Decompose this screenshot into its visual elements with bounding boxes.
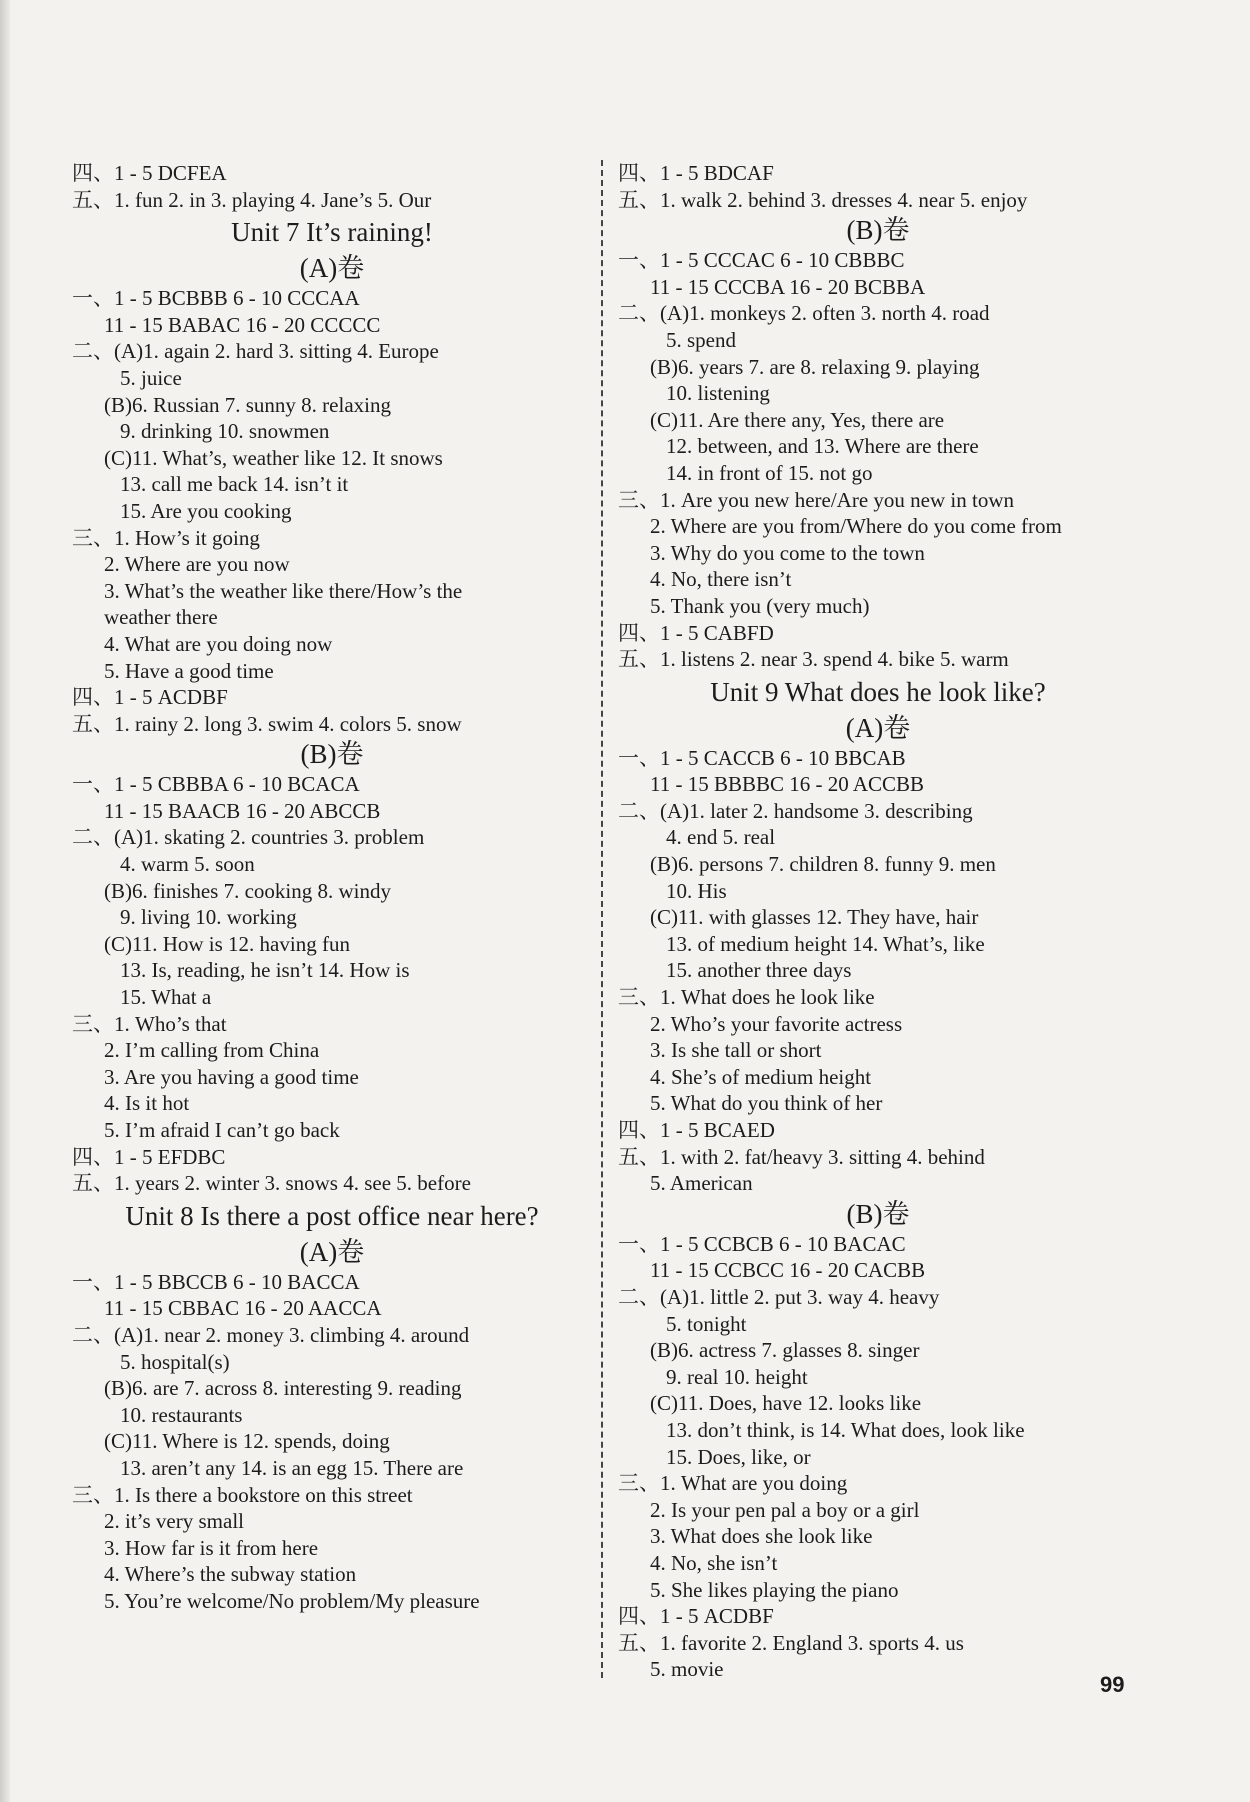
paper-subheading: (B)卷 <box>300 739 364 770</box>
paper-subheading: (A)卷 <box>299 1236 365 1267</box>
answer-line: 2. Who’s your favorite actress <box>650 1011 903 1036</box>
answer-line: 三、1. How’s it going <box>72 525 260 550</box>
answer-line: 四、1 - 5 CABFD <box>618 620 774 645</box>
answer-line: weather there <box>104 605 218 630</box>
answer-line: 五、1. walk 2. behind 3. dresses 4. near 5. enjoy <box>618 187 1028 212</box>
answer-line: 一、1 - 5 CBBBA 6 - 10 BCACA <box>72 772 360 797</box>
answer-line: 二、(A)1. monkeys 2. often 3. north 4. road <box>618 301 990 326</box>
answer-line: 4. Is it hot <box>104 1091 190 1116</box>
answer-line: 5. Have a good time <box>104 658 274 683</box>
answer-line: 4. No, she isn’t <box>650 1550 778 1575</box>
answer-line: (B)6. persons 7. children 8. funny 9. men <box>650 852 996 877</box>
answer-line: 11 - 15 BAACB 16 - 20 ABCCB <box>104 798 381 823</box>
answer-line: 五、1. years 2. winter 3. snows 4. see 5. before <box>72 1171 471 1196</box>
answer-line: 13. don’t think, is 14. What does, look like <box>666 1417 1025 1442</box>
answer-line: 三、1. Are you new here/Are you new in town <box>618 487 1014 512</box>
answer-line: (C)11. Does, have 12. looks like <box>650 1391 922 1416</box>
answer-line: 4. She’s of medium height <box>650 1064 872 1089</box>
paper-subheading: (A)卷 <box>299 253 365 284</box>
answer-line: 5. juice <box>120 365 182 390</box>
answer-line: 5. I’m afraid I can’t go back <box>104 1118 340 1142</box>
answer-line: 2. Where are you from/Where do you come from <box>650 514 1062 539</box>
answer-line: (B)6. years 7. are 8. relaxing 9. playing <box>650 354 980 379</box>
answer-line: 11 - 15 CCCBA 16 - 20 BCBBA <box>650 274 926 299</box>
answer-line: 5. American <box>650 1171 753 1196</box>
answer-line: (B)6. finishes 7. cooking 8. windy <box>104 878 391 903</box>
answer-line: 3. Is she tall or short <box>650 1038 822 1063</box>
answer-line: 12. between, and 13. Where are there <box>666 434 979 459</box>
answer-line: 三、1. Who’s that <box>72 1011 227 1036</box>
answer-line: (C)11. with glasses 12. They have, hair <box>650 905 979 930</box>
answer-line: 四、1 - 5 BCAED <box>618 1118 775 1142</box>
answer-line: 11 - 15 BBBBC 16 - 20 ACCBB <box>650 772 925 797</box>
answer-line: 四、1 - 5 ACDBF <box>72 685 228 710</box>
paper-subheading: (B)卷 <box>846 215 910 246</box>
answer-line: 四、1 - 5 BDCAF <box>618 161 774 185</box>
answer-line: 五、1. with 2. fat/heavy 3. sitting 4. behind <box>618 1144 985 1169</box>
answer-line: 13. call me back 14. isn’t it <box>120 472 349 497</box>
answer-line: 10. listening <box>666 381 770 406</box>
answer-line: 二、(A)1. later 2. handsome 3. describing <box>618 798 973 823</box>
answer-line: 3. Why do you come to the town <box>650 540 925 565</box>
answer-line: 10. restaurants <box>120 1402 243 1427</box>
answer-line: 4. Where’s the subway station <box>104 1562 357 1587</box>
answer-line: 11 - 15 BABAC 16 - 20 CCCCC <box>104 312 381 337</box>
answer-line: 四、1 - 5 EFDBC <box>72 1144 226 1169</box>
paper-subheading: (A)卷 <box>845 712 911 743</box>
answer-line: 9. drinking 10. snowmen <box>120 419 330 444</box>
answer-line: 四、1 - 5 ACDBF <box>618 1604 774 1629</box>
answer-line: 三、1. Is there a bookstore on this street <box>72 1482 413 1507</box>
answer-line: 5. hospital(s) <box>120 1349 230 1374</box>
answer-line: 2. I’m calling from China <box>104 1038 320 1063</box>
answer-line: (C)11. How is 12. having fun <box>104 931 350 956</box>
paper-subheading: (B)卷 <box>846 1198 910 1229</box>
answer-line: 9. living 10. working <box>120 905 297 930</box>
unit-heading: Unit 7 It’s raining! <box>231 217 433 248</box>
answer-line: 二、(A)1. near 2. money 3. climbing 4. around <box>72 1322 470 1347</box>
answer-line: (B)6. actress 7. glasses 8. singer <box>650 1338 920 1363</box>
answer-line: 4. What are you doing now <box>104 631 333 656</box>
answer-line: (B)6. Russian 7. sunny 8. relaxing <box>104 392 391 417</box>
answer-line: (C)11. Where is 12. spends, doing <box>104 1429 390 1454</box>
answer-line: 一、1 - 5 BCBBB 6 - 10 CCCAA <box>72 286 360 311</box>
answer-line: 5. You’re welcome/No problem/My pleasure <box>104 1588 480 1613</box>
answer-line: 2. Is your pen pal a boy or a girl <box>650 1497 920 1522</box>
answer-line: 二、(A)1. little 2. put 3. way 4. heavy <box>618 1284 940 1309</box>
answer-line: 13. Is, reading, he isn’t 14. How is <box>120 958 410 983</box>
answer-line: 5. What do you think of her <box>650 1091 883 1116</box>
answer-line: (B)6. are 7. across 8. interesting 9. reading <box>104 1376 462 1401</box>
answer-line: 五、1. listens 2. near 3. spend 4. bike 5. warm <box>618 647 1009 672</box>
answer-line: 5. tonight <box>666 1311 747 1336</box>
page-number: 99 <box>1100 1672 1125 1697</box>
answer-line: 五、1. rainy 2. long 3. swim 4. colors 5. snow <box>72 711 462 736</box>
answer-line: 一、1 - 5 CACCB 6 - 10 BBCAB <box>618 745 906 770</box>
right-column <box>618 160 1138 1683</box>
answer-line: 15. another three days <box>666 958 852 983</box>
answer-line: 二、(A)1. again 2. hard 3. sitting 4. Europe <box>72 339 439 364</box>
answer-line: 一、1 - 5 CCBCB 6 - 10 BACAC <box>618 1231 906 1256</box>
answer-line: 15. Does, like, or <box>666 1444 811 1469</box>
answer-line: 5. She likes playing the piano <box>650 1577 899 1602</box>
answer-line: 3. Are you having a good time <box>104 1064 359 1089</box>
answer-line: 15. What a <box>120 985 212 1010</box>
answer-line: (C)11. Are there any, Yes, there are <box>650 407 945 432</box>
answer-line: 4. end 5. real <box>666 825 776 850</box>
answer-line: 5. spend <box>666 327 736 352</box>
answer-line: 三、1. What does he look like <box>618 985 875 1010</box>
answer-line: 三、1. What are you doing <box>618 1471 848 1496</box>
answer-line: 9. real 10. height <box>666 1364 808 1389</box>
answer-line: 五、1. favorite 2. England 3. sports 4. us <box>618 1630 964 1655</box>
answer-line: 10. His <box>666 878 727 903</box>
unit-heading: Unit 9 What does he look like? <box>710 676 1046 707</box>
answer-line: 一、1 - 5 CCCAC 6 - 10 CBBBC <box>618 248 905 273</box>
unit-heading: Unit 8 Is there a post office near here? <box>125 1200 539 1231</box>
column-divider <box>601 160 603 1678</box>
answer-line: 2. it’s very small <box>104 1509 244 1534</box>
answer-line: 5. Thank you (very much) <box>650 593 870 618</box>
answer-line: 二、(A)1. skating 2. countries 3. problem <box>72 825 425 850</box>
answer-line: 11 - 15 CCBCC 16 - 20 CACBB <box>650 1258 926 1283</box>
answer-line: 13. aren’t any 14. is an egg 15. There are <box>120 1455 464 1480</box>
answer-line: 五、1. fun 2. in 3. playing 4. Jane’s 5. Our <box>72 187 432 212</box>
answer-line: 3. What’s the weather like there/How’s the <box>104 578 463 603</box>
answer-line: 2. Where are you now <box>104 552 290 577</box>
left-column <box>72 160 592 1615</box>
answer-line: (C)11. What’s, weather like 12. It snows <box>104 445 443 470</box>
answer-line: 3. What does she look like <box>650 1524 873 1549</box>
answer-line: 13. of medium height 14. What’s, like <box>666 931 985 956</box>
answer-line: 3. How far is it from here <box>104 1535 319 1560</box>
answer-line: 一、1 - 5 BBCCB 6 - 10 BACCA <box>72 1269 360 1294</box>
answer-line: 四、1 - 5 DCFEA <box>72 161 227 185</box>
page-spine-shadow <box>0 0 10 1802</box>
answer-line: 5. movie <box>650 1657 724 1682</box>
answer-line: 4. warm 5. soon <box>120 852 255 877</box>
answer-line: 15. Are you cooking <box>120 498 292 523</box>
answer-line: 14. in front of 15. not go <box>666 460 873 485</box>
answer-line: 11 - 15 CBBAC 16 - 20 AACCA <box>104 1296 382 1321</box>
answer-line: 4. No, there isn’t <box>650 567 792 592</box>
